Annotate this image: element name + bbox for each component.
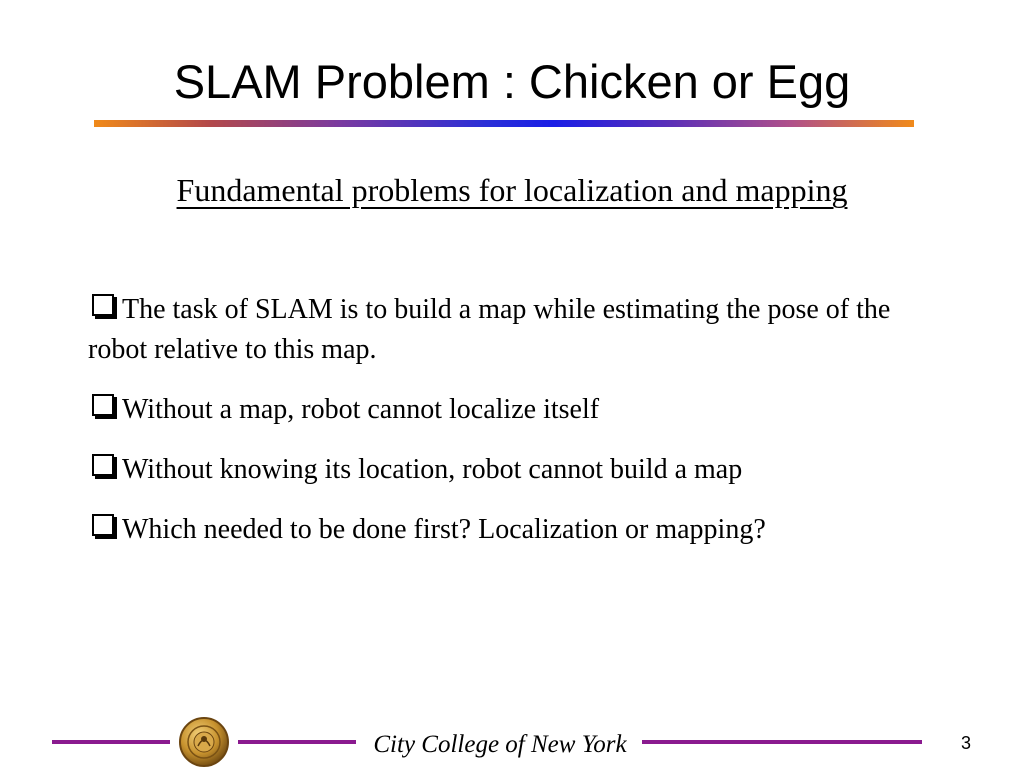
footer-rule-left [52, 740, 170, 744]
slide-title: SLAM Problem : Chicken or Egg [173, 55, 851, 108]
bullet-item [88, 290, 938, 370]
footer-rule-middle [238, 740, 356, 744]
slide-subtitle [0, 168, 1024, 212]
page-number: 3 [960, 733, 971, 753]
title-divider [94, 120, 914, 127]
checkbox-bullet-icon [92, 294, 114, 316]
bullet-text: Which needed to be done first? Localization or mapping? [122, 514, 766, 545]
bullet-item [88, 390, 938, 430]
bullet-item [88, 510, 938, 550]
slide-subtitle-text: Fundamental problems for localization and mapping [176, 172, 848, 208]
checkbox-bullet-icon [92, 514, 114, 536]
bullet-text: Without a map, robot cannot localize itself [122, 394, 600, 425]
footer-rule-right [642, 740, 922, 744]
bullet-item [88, 450, 938, 490]
bullet-list [88, 290, 938, 570]
college-seal-icon [178, 716, 230, 768]
footer-college-name: City College of New York [373, 731, 627, 758]
checkbox-bullet-icon [92, 394, 114, 416]
checkbox-bullet-icon [92, 454, 114, 476]
bullet-text: The task of SLAM is to build a map while estimating the pose of the robot relative to this map. [88, 294, 891, 365]
bullet-text: Without knowing its location, robot cannot build a map [122, 454, 743, 485]
